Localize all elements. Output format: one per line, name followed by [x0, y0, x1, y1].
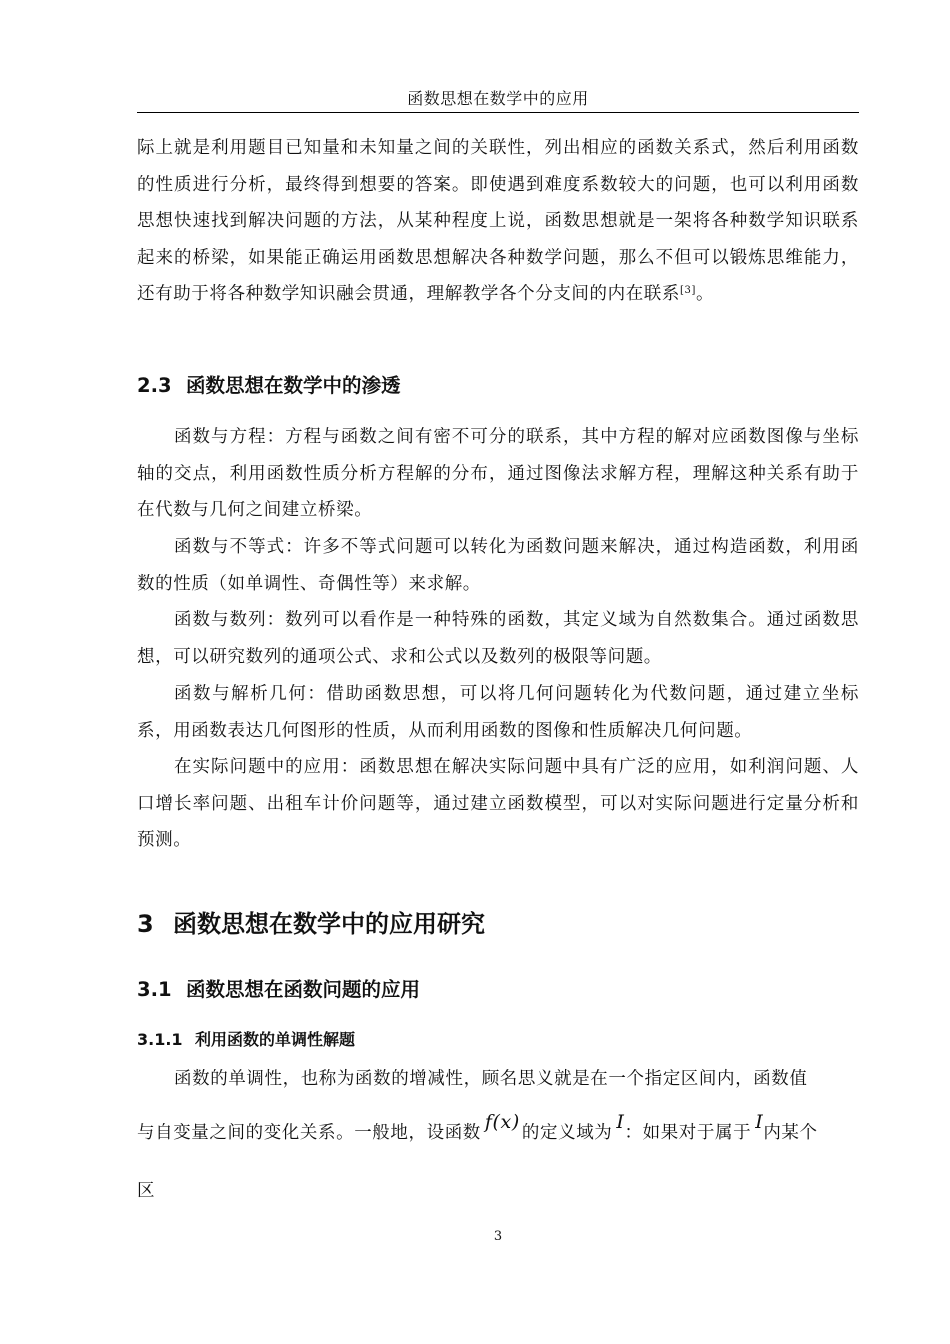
subsection-number: 3.1.1: [137, 1030, 183, 1049]
section-heading-2-3: [137, 372, 859, 400]
intro-text: 际上就是利用题目已知量和未知量之间的关联性，列出相应的函数关系式，然后利用函数的性质进行分析，最终得到想要的答案。即使遇到难度系数较大的问题，也可以利用函数思想快速找到解决问题的方法，从某种程度上说，函数思想就是一架将各种数学知识联系起来的桥梁，如果能正确运用函数思想解决各种数学问题，那么不但可以锻炼思维能力，还有助于将各种数学知识融会贯通，理解教学各个分支间的内在联系: [137, 138, 859, 304]
subsection-heading-3-1-1: [137, 1028, 859, 1052]
paragraph-function-sequence: 函数与数列：数列可以看作是一种特殊的函数，其定义域为自然数集合。通过函数思想，可以研究数列的通项公式、求和公式以及数列的极限等问题。: [137, 610, 859, 667]
section-heading-3-1: [137, 976, 859, 1004]
math-domain-I: I: [755, 1111, 764, 1133]
chapter-number: 3: [137, 910, 154, 938]
page-number: 3: [493, 1229, 503, 1244]
math-f-of-x: f(x): [484, 1111, 520, 1133]
paragraph-function-equation: 函数与方程：方程与函数之间有密不可分的联系，其中方程的解对应函数图像与坐标轴的交点，利用函数性质分析方程解的分布，通过图像法求解方程，理解这种关系有助于在代数与几何之间建立桥梁。: [137, 427, 859, 520]
citation-marker: [3]: [680, 285, 696, 296]
paragraph-monotonicity-line-1: 函数的单调性，也称为函数的增减性，顾名思义就是在一个指定区间内，函数值: [174, 1069, 808, 1089]
text-run: ：如果对于属于: [624, 1123, 752, 1143]
section-title: 函数思想在函数问题的应用: [186, 978, 421, 1001]
paragraph-function-inequality: 函数与不等式：许多不等式问题可以转化为函数问题来解决，通过构造函数，利用函数的性质（如单调性、奇偶性等）来求解。: [137, 537, 859, 594]
paragraph-function-analytic-geometry: 函数与解析几何：借助函数思想，可以将几何问题转化为代数问题，通过建立坐标系，用函数表达几何图形的性质，从而利用函数的图像和性质解决几何问题。: [137, 684, 859, 741]
running-header: 函数思想在数学中的应用: [407, 89, 589, 108]
paragraph-monotonicity-line-2: [137, 1111, 859, 1152]
math-domain-I: I: [616, 1111, 625, 1133]
text-run: 与自变量之间的变化关系。一般地，设函数: [137, 1123, 481, 1143]
text-run: 内某个: [763, 1123, 818, 1143]
section-number: 3.1: [137, 978, 172, 1001]
subsection-title: 利用函数的单调性解题: [195, 1030, 356, 1049]
header-rule: [137, 112, 859, 113]
chapter-title: 函数思想在数学中的应用研究: [173, 910, 485, 938]
intro-end: 。: [695, 284, 715, 304]
section-number: 2.3: [137, 374, 172, 397]
intro-paragraph: [137, 130, 859, 313]
paragraph-practical-application: 在实际问题中的应用：函数思想在解决实际问题中具有广泛的应用，如利润问题、人口增长率问题、出租车计价问题等，通过建立函数模型，可以对实际问题进行定量分析和预测。: [137, 757, 859, 850]
paragraph-monotonicity-line-3: 区: [137, 1181, 156, 1201]
chapter-heading-3: [137, 908, 859, 940]
section-title: 函数思想在数学中的渗透: [186, 374, 401, 397]
text-run: 的定义域为: [521, 1123, 613, 1143]
